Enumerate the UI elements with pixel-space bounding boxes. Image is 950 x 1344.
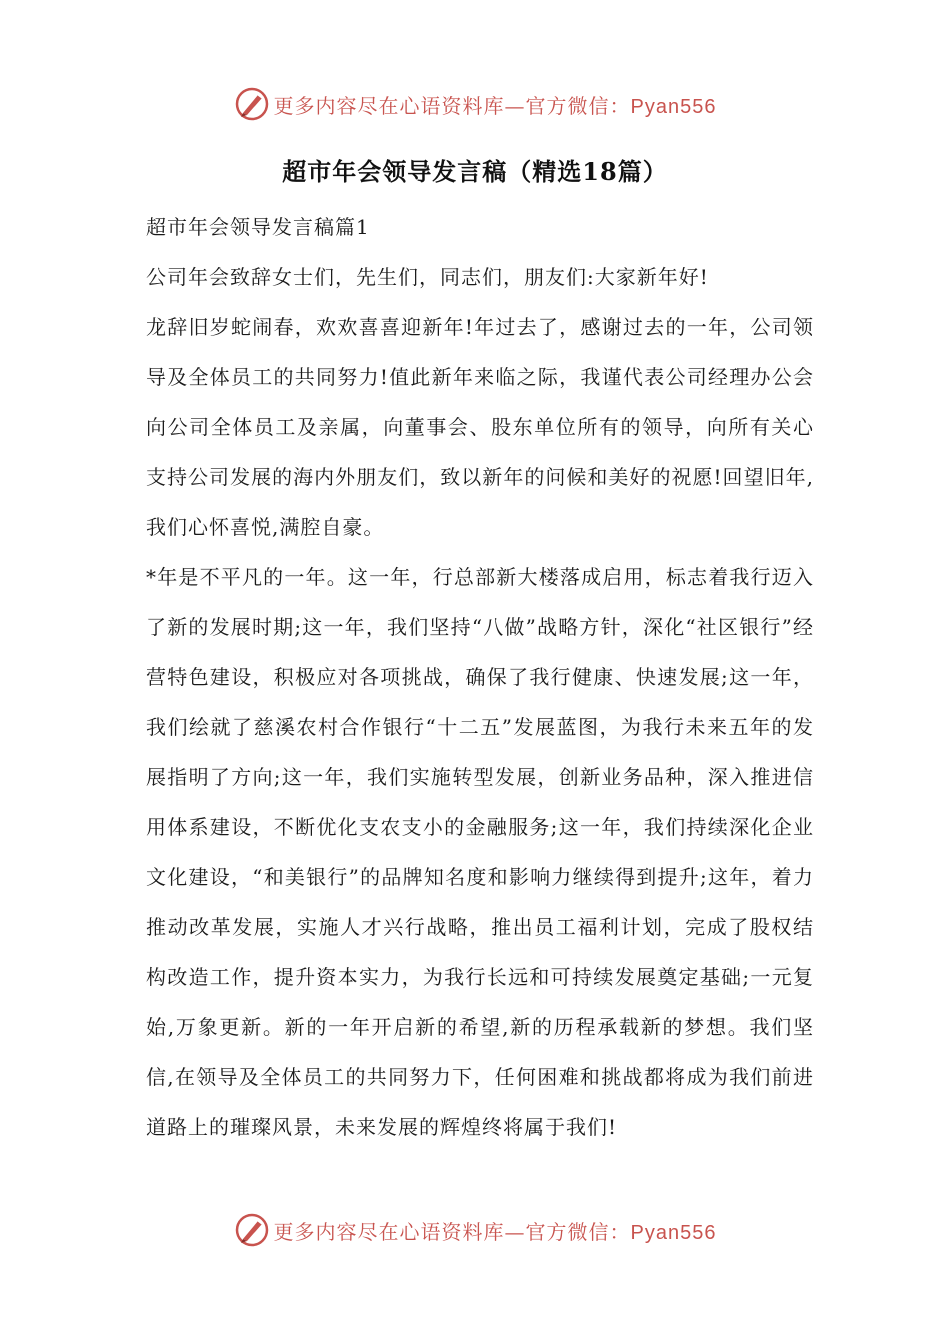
header-watermark bbox=[0, 82, 950, 126]
pen-logo-icon bbox=[234, 1212, 270, 1248]
document-title: 超市年会领导发言稿（精选18篇） bbox=[282, 157, 668, 186]
watermark-label: 更多内容尽在心语资料库—官方微信： bbox=[273, 1219, 631, 1244]
paragraph: *年是不平凡的一年。这一年，行总部新大楼落成启用，标志着我行迈入了新的发展时期;这一年，我们坚持“八做”战略方针，深化“社区银行”经营特色建设，积极应对各项挑战，确保了我行健康、快速发展;这一年，我们绘就了慈溪农村合作银行“十二五”发展蓝图，为我行未来五年的发展指明了方向;这一年，我们实施转型发展，创新业务品种，深入推进信用体系建设，不断优化支农支小的金融服务;这一年，我们持续深化企业文化建设，“和美银行”的品牌知名度和影响力继续得到提升;这年，着力推动改革发展，实施人才兴行战略，推出员工福利计划，完成了股权结构改造工作，提升资本实力，为我行长远和可持续发展奠定基础;一元复始,万象更新。新的一年开启新的希望,新的历程承载新的梦想。我们坚信,在领导及全体员工的共同努力下，任何困难和挑战都将成为我们前进道路上的璀璨风景，未来发展的辉煌终将属于我们! bbox=[146, 565, 814, 1139]
wechat-id: Pyan556 bbox=[630, 1221, 717, 1244]
document-body bbox=[146, 202, 814, 1152]
watermark-label: 更多内容尽在心语资料库—官方微信： bbox=[273, 93, 631, 118]
paragraph: 龙辞旧岁蛇闹春，欢欢喜喜迎新年!年过去了，感谢过去的一年，公司领导及全体员工的共同努力!值此新年来临之际，我谨代表公司经理办公会向公司全体员工及亲属，向董事会、股东单位所有的领导，向所有关心支持公司发展的海内外朋友们，致以新年的问候和美好的祝愿!回望旧年,我们心怀喜悦,满腔自豪。 bbox=[146, 315, 814, 539]
wechat-id: Pyan556 bbox=[630, 95, 717, 118]
watermark-text bbox=[274, 1216, 717, 1245]
paragraph: 公司年会致辞女士们，先生们，同志们，朋友们:大家新年好! bbox=[146, 265, 709, 289]
watermark-text bbox=[274, 90, 717, 119]
pen-logo-icon bbox=[234, 86, 270, 122]
section-heading: 超市年会领导发言稿篇1 bbox=[146, 215, 370, 239]
footer-watermark bbox=[0, 1208, 950, 1252]
